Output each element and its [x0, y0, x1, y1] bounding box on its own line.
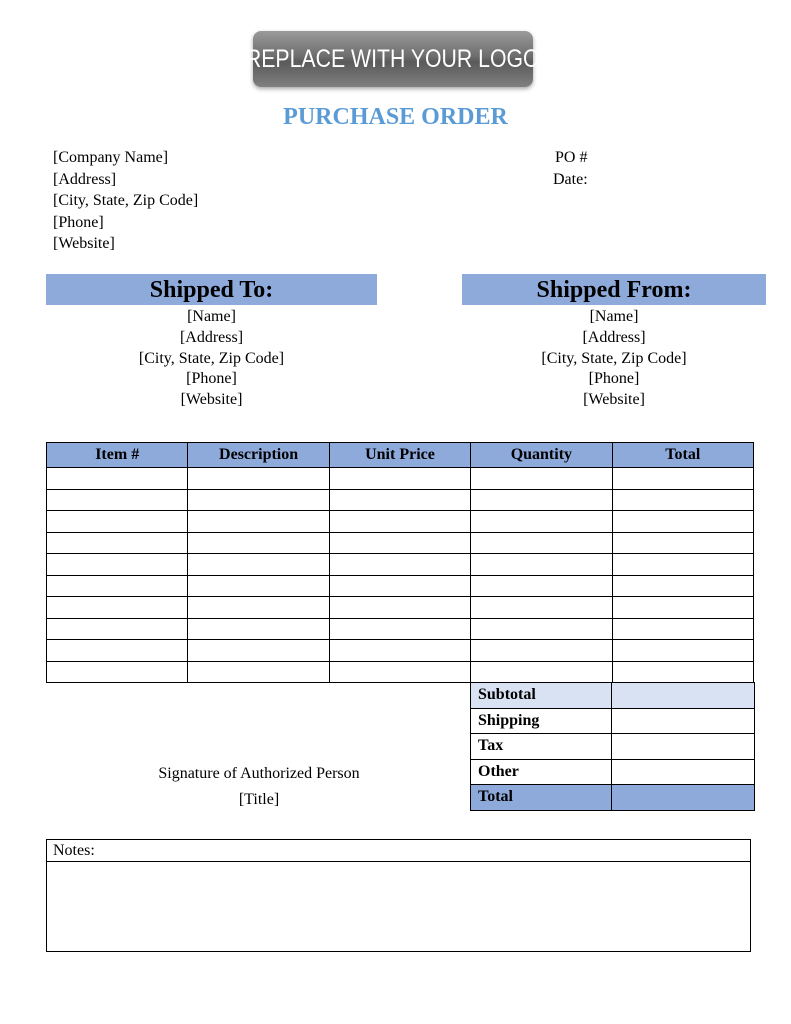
table-row — [47, 597, 754, 619]
shipped-to-details — [46, 307, 377, 411]
total-value-cell[interactable] — [612, 785, 755, 811]
total-label: Total — [471, 785, 612, 811]
table-cell[interactable] — [471, 597, 612, 619]
table-cell[interactable] — [329, 597, 470, 619]
table-cell[interactable] — [471, 640, 612, 662]
table-cell[interactable] — [47, 597, 188, 619]
table-cell[interactable] — [471, 511, 612, 533]
table-row — [47, 640, 754, 662]
page-title: PURCHASE ORDER — [283, 104, 508, 130]
table-row — [47, 489, 754, 511]
tax-value-cell[interactable] — [612, 734, 755, 760]
shipped-to-city: [City, State, Zip Code] — [138, 349, 285, 367]
table-cell[interactable] — [471, 575, 612, 597]
table-cell[interactable] — [329, 575, 470, 597]
table-cell[interactable] — [612, 468, 753, 490]
table-cell[interactable] — [612, 661, 753, 683]
table-cell[interactable] — [329, 554, 470, 576]
table-cell[interactable] — [47, 618, 188, 640]
table-cell[interactable] — [471, 468, 612, 490]
table-cell[interactable] — [612, 597, 753, 619]
table-cell[interactable] — [329, 640, 470, 662]
other-row — [471, 759, 755, 785]
table-row — [47, 575, 754, 597]
shipped-from-address: [Address] — [582, 328, 646, 346]
table-cell[interactable] — [471, 554, 612, 576]
table-cell[interactable] — [329, 511, 470, 533]
table-cell[interactable] — [47, 511, 188, 533]
company-address: [Address] — [53, 170, 117, 188]
table-cell[interactable] — [188, 575, 329, 597]
table-cell[interactable] — [188, 532, 329, 554]
table-cell[interactable] — [47, 661, 188, 683]
company-website: [Website] — [53, 235, 115, 252]
subtotal-label: Subtotal — [471, 683, 612, 709]
shipped-from-city: [City, State, Zip Code] — [541, 349, 687, 367]
shipping-row — [471, 708, 755, 734]
shipped-to-website: [Website] — [180, 391, 243, 409]
notes-label: Notes: — [47, 840, 750, 862]
table-cell[interactable] — [329, 489, 470, 511]
table-row — [47, 468, 754, 490]
other-value-cell[interactable] — [612, 759, 755, 785]
table-row — [47, 554, 754, 576]
company-city: [City, State, Zip Code] — [53, 192, 199, 209]
table-cell[interactable] — [471, 489, 612, 511]
table-cell[interactable] — [188, 554, 329, 576]
table-cell[interactable] — [188, 597, 329, 619]
table-cell[interactable] — [47, 532, 188, 554]
items-table — [46, 442, 754, 683]
notes-box[interactable] — [46, 839, 751, 952]
shipped-from-heading: Shipped From: — [462, 274, 766, 305]
table-row — [47, 618, 754, 640]
table-cell[interactable] — [612, 489, 753, 511]
po-number-label: PO # — [555, 149, 588, 166]
table-cell[interactable] — [612, 554, 753, 576]
table-cell[interactable] — [471, 618, 612, 640]
logo-placeholder — [246, 31, 540, 87]
table-cell[interactable] — [188, 468, 329, 490]
header-quantity: Quantity — [471, 443, 612, 468]
header-total: Total — [612, 443, 753, 468]
totals-table — [470, 682, 755, 811]
table-row — [47, 511, 754, 533]
table-cell[interactable] — [47, 554, 188, 576]
table-cell[interactable] — [612, 532, 753, 554]
table-cell[interactable] — [329, 618, 470, 640]
table-cell[interactable] — [471, 661, 612, 683]
table-cell[interactable] — [612, 575, 753, 597]
total-row — [471, 785, 755, 811]
po-meta — [553, 147, 588, 190]
other-label: Other — [471, 759, 612, 785]
table-cell[interactable] — [188, 511, 329, 533]
shipping-value-cell[interactable] — [612, 708, 755, 734]
table-row — [47, 532, 754, 554]
table-cell[interactable] — [329, 532, 470, 554]
table-row — [47, 661, 754, 683]
signature-label: Signature of Authorized Person — [158, 765, 360, 782]
shipped-from-name: [Name] — [589, 308, 639, 325]
tax-row — [471, 734, 755, 760]
table-cell[interactable] — [47, 489, 188, 511]
shipping-label: Shipping — [471, 708, 612, 734]
company-info — [53, 147, 198, 255]
shipped-from-phone: [Phone] — [588, 370, 640, 388]
table-cell[interactable] — [188, 489, 329, 511]
table-cell[interactable] — [188, 640, 329, 662]
table-cell[interactable] — [612, 640, 753, 662]
signature-title: [Title] — [238, 791, 280, 808]
table-cell[interactable] — [471, 532, 612, 554]
table-cell[interactable] — [188, 661, 329, 683]
shipped-from-website: [Website] — [583, 391, 645, 409]
header-item-number: Item # — [47, 443, 188, 468]
table-cell[interactable] — [329, 661, 470, 683]
table-cell[interactable] — [188, 618, 329, 640]
table-cell[interactable] — [47, 468, 188, 490]
logo-text: REPLACE WITH YOUR LOGO — [246, 44, 540, 73]
shipped-to-heading: Shipped To: — [46, 274, 377, 305]
shipped-to-address: [Address] — [179, 328, 244, 346]
shipped-to-name: [Name] — [187, 308, 236, 325]
company-phone: [Phone] — [53, 213, 104, 231]
tax-label: Tax — [471, 734, 612, 760]
header-description: Description — [188, 443, 329, 468]
subtotal-row — [471, 683, 755, 709]
items-body — [47, 468, 754, 683]
po-date-label: Date: — [553, 170, 588, 188]
signature-block — [130, 761, 388, 813]
shipped-to-phone: [Phone] — [186, 370, 237, 388]
table-cell[interactable] — [612, 618, 753, 640]
company-name: [Company Name] — [53, 149, 169, 166]
table-cell[interactable] — [329, 468, 470, 490]
items-header-row — [47, 443, 754, 468]
header-unit-price: Unit Price — [329, 443, 470, 468]
table-cell[interactable] — [47, 640, 188, 662]
table-cell[interactable] — [612, 511, 753, 533]
subtotal-value-cell[interactable] — [612, 683, 755, 709]
table-cell[interactable] — [47, 575, 188, 597]
shipped-from-details — [462, 307, 766, 411]
